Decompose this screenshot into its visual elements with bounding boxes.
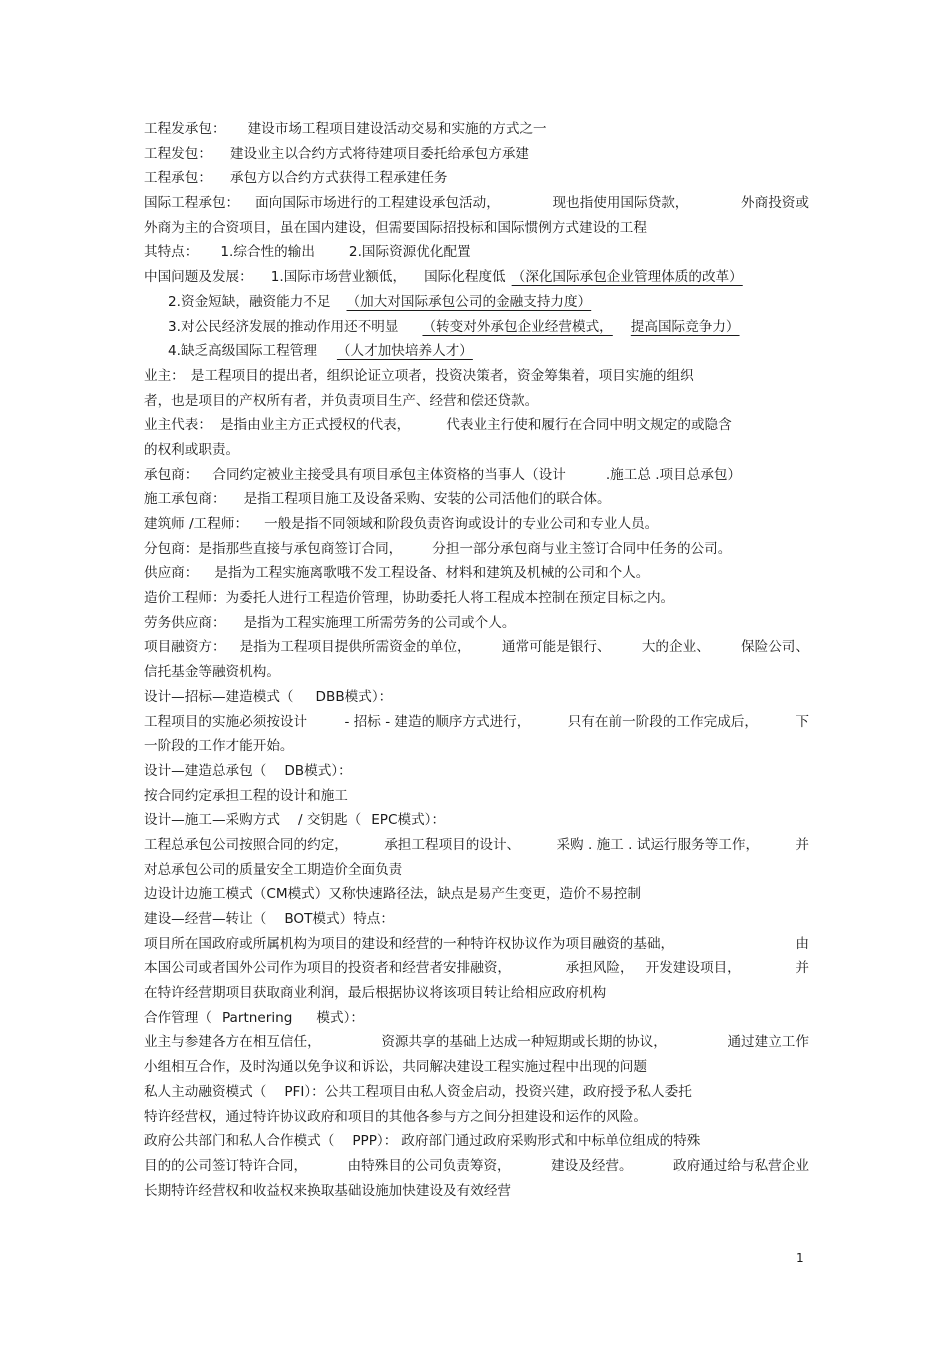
term: 工程发包： <box>144 145 212 162</box>
text-line <box>144 487 809 512</box>
term: 业主： <box>144 367 185 384</box>
text-segment: 外商投资或 <box>741 195 809 212</box>
text-segment: 2.国际资源优化配置 <box>348 244 471 261</box>
text-segment: 只有在前一阶段的工作完成后， <box>567 713 759 730</box>
text-line <box>144 512 809 537</box>
text-segment: 政府通过给与私营企业 <box>673 1157 809 1174</box>
text-segment: 承担风险， <box>565 960 634 977</box>
text-segment: 通常可能是银行、 <box>501 639 611 656</box>
text-line <box>144 265 809 290</box>
text-line <box>144 561 809 586</box>
text-line <box>144 660 809 685</box>
section-heading: 合作管理（ <box>144 1009 212 1026</box>
section-heading: BOT模式）特点： <box>284 911 394 927</box>
text-segment: 由特殊目的公司负责筹资， <box>347 1157 511 1174</box>
text-segment: 4.缺乏高级国际工程管理 <box>168 343 317 360</box>
section-heading: 政府公共部门和私人合作模式（ <box>144 1133 335 1150</box>
underlined-remark: 提高国际竞争力） <box>630 318 740 335</box>
text-segment: 者，也是项目的产权所有者，并负责项目生产、经营和偿还贷款。 <box>144 392 539 409</box>
text-segment: 小组相互合作，及时沟通以免争议和诉讼，共同解决建设工程实施过程中出现的问题 <box>144 1059 647 1076</box>
section-heading: 模式）： <box>316 1009 364 1026</box>
underlined-remark: （人才加快培养人才） <box>336 343 473 360</box>
text-segment: 由 <box>795 935 809 952</box>
text-line <box>144 808 809 833</box>
term: 施工承包商： <box>144 491 226 508</box>
text-segment: - 招标 - 建造的顺序方式进行， <box>344 713 531 730</box>
text-segment: 对总承包公司的质量安全工期造价全面负责 <box>144 861 403 878</box>
text-line <box>144 166 809 191</box>
term: 工程发承包： <box>144 121 226 137</box>
text-line <box>144 882 809 907</box>
text-segment: 政府部门通过政府采购形式和中标单位组成的特殊 <box>401 1133 701 1150</box>
text-line <box>144 537 809 562</box>
section-heading: 设计—施工—采购方式 <box>144 812 280 829</box>
text-line <box>144 438 809 463</box>
text-segment: 资源共享的基础上达成一种短期或长期的协议， <box>381 1034 667 1051</box>
text-line <box>144 1030 809 1055</box>
text-line <box>144 389 809 414</box>
section-heading: EPC模式）： <box>371 812 446 829</box>
document-body <box>144 117 809 1203</box>
text-line <box>144 586 809 611</box>
text-segment: 特许经营权，通过特许协议政府和项目的其他各参与方之间分担建设和运作的风险。 <box>144 1108 647 1125</box>
definition: 是指为工程实施离歌哦不发工程设备、材料和建筑及机械的公司和个人。 <box>214 565 650 582</box>
text-line <box>144 611 809 636</box>
term: 业主代表： <box>144 417 212 434</box>
section-heading: / 交钥匙（ <box>297 812 362 829</box>
term: 劳务供应商： <box>144 614 226 631</box>
section-heading: DBB模式）： <box>315 688 393 705</box>
text-segment: 面向国际市场进行的工程建设承包活动， <box>255 195 500 212</box>
text-segment: 工程项目的实施必须按设计 <box>144 713 308 730</box>
text-line <box>144 710 809 735</box>
text-segment: 是指由业主方正式授权的代表， <box>219 417 411 434</box>
definition: 一般是指不同领域和阶段负责咨询或设计的专业公司和专业人员。 <box>264 516 659 532</box>
underlined-remark: （加大对国际承包公司的金融支持力度） <box>346 293 592 310</box>
term: 供应商： <box>144 565 199 582</box>
text-segment: 合同约定被业主接受具有项目承包主体资格的当事人（设计 <box>212 466 566 483</box>
text-segment: 外商为主的合资项目，虽在国内建设，但需要国际招投标和国际惯例方式建设的工程 <box>144 219 647 236</box>
section-heading: 设计—招标—建造模式（ <box>144 688 294 705</box>
text-segment: 是指为工程项目提供所需资金的单位， <box>239 639 471 656</box>
text-segment: 下 <box>795 713 809 730</box>
text-segment: 长期特许经营权和收益权来换取基础设施加快建设及有效经营 <box>144 1182 512 1199</box>
text-line <box>144 956 809 981</box>
text-segment: 本国公司或者国外公司作为项目的投资者和经营者安排融资， <box>144 960 512 977</box>
text-segment: 并 <box>795 960 809 977</box>
text-segment: 承担工程项目的设计、 <box>384 836 521 853</box>
text-line <box>144 635 809 660</box>
text-line <box>144 685 809 710</box>
section-heading: 私人主动融资模式（ <box>144 1083 267 1100</box>
text-line <box>144 1105 809 1130</box>
definition: 是指为工程实施理工所需劳务的公司或个人。 <box>243 614 516 631</box>
term: 承包商： <box>144 466 199 483</box>
text-segment: 工程总承包公司按照合同的约定， <box>144 836 348 853</box>
text-line <box>144 339 809 364</box>
text-segment: 代表业主行使和履行在合同中明文规定的或隐含 <box>446 417 732 434</box>
text-line <box>144 290 809 315</box>
definition: 承包方以合约方式获得工程承建任务 <box>229 170 448 187</box>
text-line <box>144 1006 809 1031</box>
definition: 是工程项目的提出者，组织论证立项者，投资决策者，资金筹集着，项目实施的组织 <box>190 367 694 384</box>
text-line <box>144 833 809 858</box>
text-segment: 分包商：是指那些直接与承包商签订合同， <box>144 540 403 557</box>
text-segment: 在特许经营期项目获取商业利润，最后根据协议将该项目转让给相应政府机构 <box>144 985 607 1002</box>
text-line <box>144 858 809 883</box>
text-segment: 采购 . 施工 . 试运行服务等工作， <box>556 836 760 853</box>
text-line <box>144 1080 809 1105</box>
text-line <box>144 240 809 265</box>
text-segment: 1.国际市场营业额低， <box>270 269 407 286</box>
section-heading: Partnering <box>221 1009 293 1026</box>
term: 项目融资方： <box>144 639 226 656</box>
text-line <box>144 117 809 142</box>
text-segment: 按合同约定承担工程的设计和施工 <box>144 787 348 804</box>
definition: 是指工程项目施工及设备采购、安装的公司活他们的联合体。 <box>243 491 611 508</box>
text-segment: 信托基金等融资机构。 <box>144 664 280 681</box>
text-segment: 边设计边施工模式（CM模式）又称快速路径法，缺点是易产生变更，造价不易控制 <box>144 886 641 903</box>
text-segment: 3.对公民经济发展的推动作用还不明显 <box>168 318 399 335</box>
definition: 建设市场工程项目建设活动交易和实施的方式之一 <box>247 121 547 137</box>
section-heading: 设计—建造总承包（ <box>144 762 267 779</box>
text-line <box>144 1179 809 1204</box>
text-segment: 开发建设项目， <box>645 960 741 977</box>
text-line <box>144 364 809 389</box>
term: 建筑师 /工程师： <box>144 516 249 532</box>
text-segment: 项目所在国政府或所属机构为项目的建设和经营的一种特许权协议作为项目融资的基础， <box>144 935 675 952</box>
text-line <box>144 907 809 932</box>
page-number: 1 <box>796 1251 804 1265</box>
text-line <box>144 932 809 957</box>
text-segment: 大的企业、 <box>641 639 710 656</box>
section-heading: 建设—经营—转让（ <box>144 911 267 927</box>
text-line <box>144 413 809 438</box>
text-segment: 2.资金短缺，融资能力不足 <box>168 293 331 310</box>
text-line <box>144 981 809 1006</box>
term: 国际工程承包： <box>144 195 240 212</box>
definition: 建设业主以合约方式将待建项目委托给承包方承建 <box>229 145 530 162</box>
text-line <box>144 1129 809 1154</box>
text-segment: 现也指使用国际贷款， <box>552 195 689 212</box>
text-segment: 国际化程度低 <box>424 269 506 286</box>
text-line <box>144 759 809 784</box>
text-segment: 造价工程师：为委托人进行工程造价管理，协助委托人将工程成本控制在预定目标之内。 <box>144 590 675 607</box>
text-segment: 一阶段的工作才能开始。 <box>144 738 294 755</box>
text-line <box>144 1055 809 1080</box>
text-segment: PFI）：公共工程项目由私人资金启动，投资兴建，政府授予私人委托 <box>284 1083 692 1100</box>
text-segment: 1.综合性的输出 <box>220 244 315 261</box>
text-line <box>144 463 809 488</box>
section-heading: PPP）： <box>352 1133 398 1150</box>
underlined-remark: （转变对外承包企业经营模式， <box>422 318 613 335</box>
text-segment: 目的的公司签订特许合同， <box>144 1157 308 1174</box>
text-line <box>144 191 809 216</box>
text-segment: 通过建立工作 <box>727 1034 809 1051</box>
text-line <box>144 784 809 809</box>
text-line <box>144 734 809 759</box>
text-line <box>144 1154 809 1179</box>
text-segment: 分担一部分承包商与业主签订合同中任务的公司。 <box>432 540 732 557</box>
text-segment: 的权利或职责。 <box>144 441 240 458</box>
term: 工程承包： <box>144 170 212 187</box>
text-line <box>144 315 809 340</box>
term: 其特点： <box>144 244 199 261</box>
section-heading: DB模式）： <box>284 762 352 779</box>
term: 中国问题及发展： <box>144 269 253 286</box>
text-segment: 业主与参建各方在相互信任， <box>144 1034 321 1051</box>
text-segment: .施工总 .项目总承包） <box>605 466 742 483</box>
text-line <box>144 216 809 241</box>
underlined-remark: （深化国际承包企业管理体质的改革） <box>511 269 743 286</box>
text-line <box>144 142 809 167</box>
text-segment: 并 <box>795 836 809 853</box>
text-segment: 保险公司、 <box>741 639 809 656</box>
text-segment: 建设及经营。 <box>551 1157 633 1174</box>
